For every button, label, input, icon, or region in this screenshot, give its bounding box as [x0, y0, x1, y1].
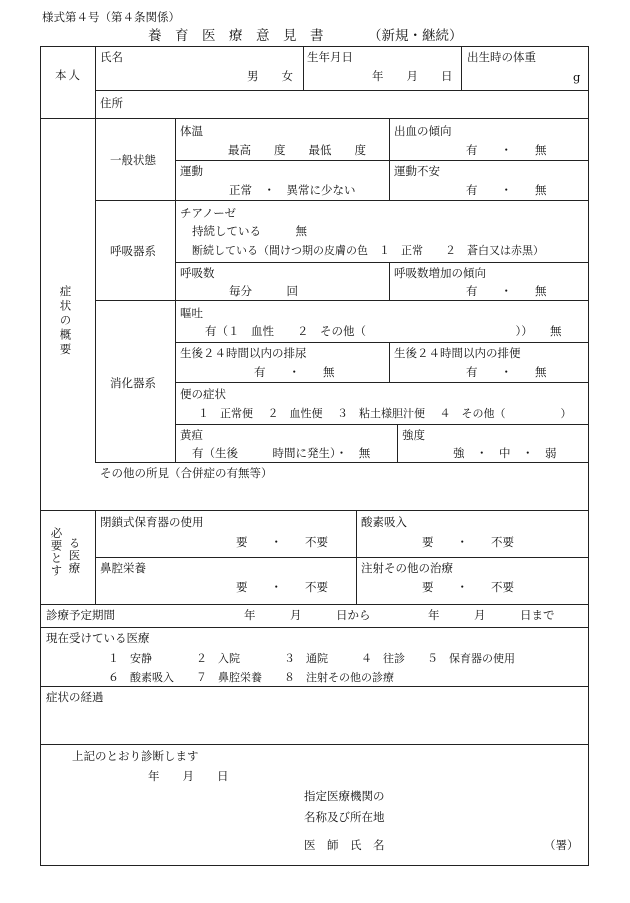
form-type: （新規・継続） [368, 28, 463, 44]
bleed-value: 有 ・ 無 [466, 143, 547, 157]
intensity-label: 強度 [402, 428, 425, 442]
stool-label: 便の症状 [180, 387, 226, 401]
restless-value: 有 ・ 無 [466, 183, 547, 197]
section-patient: 本人 [55, 68, 82, 82]
vomit-value: 有（１ 血性 ２ その他（ ）） 無 [205, 324, 562, 338]
stool24-label: 生後２４時間以内の排便 [394, 346, 521, 360]
doctor-name-label: 医 師 氏 名 [304, 838, 385, 852]
general-label: 一般状態 [110, 153, 156, 167]
nasal-value: 要 ・ 不要 [236, 580, 328, 594]
rate-increase-label: 呼吸数増加の傾向 [394, 266, 486, 280]
rate-increase-value: 有 ・ 無 [466, 284, 547, 298]
cyanosis-continuous: 持続している 無 [192, 224, 307, 238]
other-findings-label: その他の所見（合併症の有無等） [100, 466, 273, 480]
stool24-value: 有 ・ 無 [466, 365, 547, 379]
institution-label-2: 名称及び所在地 [304, 810, 385, 824]
injection-label: 注射その他の治療 [361, 561, 453, 575]
bleed-label: 出血の傾向 [394, 124, 452, 138]
section-care-a: 必要とす [49, 527, 64, 577]
diagnosis-statement: 上記のとおり診断します [72, 749, 199, 763]
current-care-label: 現在受けている医療 [46, 631, 150, 645]
jaundice-value: 有（生後 時間に発生）・ 無 [192, 446, 371, 460]
motion-label: 運動 [180, 164, 203, 178]
institution-label: 指定医療機関の [304, 789, 385, 803]
restless-label: 運動不安 [394, 164, 440, 178]
birth-weight-label: 出生時の体重 [467, 50, 536, 64]
dob-label: 生年月日 [307, 50, 353, 64]
incubator-value: 要 ・ 不要 [236, 535, 328, 549]
course-label: 症状の経過 [46, 690, 104, 704]
cyanosis-label: チアノーゼ [180, 206, 237, 220]
seal-mark: （署） [544, 838, 579, 852]
temp-label: 体温 [180, 124, 203, 138]
cyanosis-intermittent: 断続している（間けつ期の皮膚の色 １ 正常 ２ 蒼白又は赤黒） [192, 244, 544, 257]
oxygen-label: 酸素吸入 [361, 515, 407, 529]
period-label: 診療予定期間 [46, 608, 115, 622]
stool-value: １ 正常便 ２ 血性便 ３ 粘土様胆汁便 ４ その他（ ） [198, 407, 572, 420]
form-number: 様式第４号（第４条関係） [42, 10, 180, 24]
diagnosis-date: 年 月 日 [148, 769, 229, 783]
intensity-value: 強 ・ 中 ・ 弱 [453, 446, 557, 460]
weight-unit: g [573, 70, 581, 84]
section-care-b: る医療 [67, 537, 82, 575]
vomit-label: 嘔吐 [180, 306, 203, 320]
temp-value: 最高 度 最低 度 [228, 143, 366, 157]
name-label: 氏名 [100, 50, 123, 64]
current-care-row1: １ 安静 ２ 入院 ３ 通院 ４ 往診 ５ 保育器の使用 [108, 652, 515, 665]
sex-options: 男 女 [247, 69, 293, 83]
urine-value: 有 ・ 無 [254, 365, 335, 379]
rate-value: 毎分 回 [229, 284, 298, 298]
nasal-label: 鼻腔栄養 [100, 561, 146, 575]
respiratory-label: 呼吸器系 [110, 244, 156, 258]
injection-value: 要 ・ 不要 [422, 580, 514, 594]
motion-value: 正常 ・ 異常に少ない [229, 183, 356, 197]
form-title: 養 育 医 療 意 見 書 [148, 28, 324, 44]
rate-label: 呼吸数 [180, 266, 215, 280]
period-value: 年 月 日から 年 月 日まで [244, 608, 555, 622]
oxygen-value: 要 ・ 不要 [422, 535, 514, 549]
current-care-row2: ６ 酸素吸入 ７ 鼻腔栄養 ８ 注射その他の診療 [108, 671, 394, 684]
address-label: 住所 [100, 96, 123, 110]
urine-label: 生後２４時間以内の排尿 [180, 346, 307, 360]
incubator-label: 閉鎖式保育器の使用 [100, 515, 204, 529]
section-symptoms: 症状の概要 [58, 285, 73, 358]
dob-units: 年 月 日 [372, 69, 453, 83]
digestive-label: 消化器系 [110, 376, 156, 390]
jaundice-label: 黄疸 [180, 428, 203, 442]
